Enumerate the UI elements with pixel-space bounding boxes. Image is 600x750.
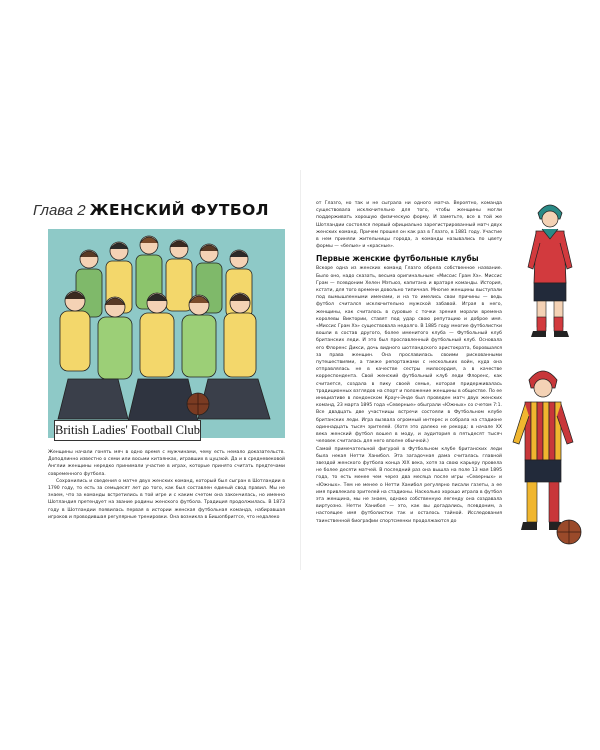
paragraph: Женщины начали гонять мяч в одно время с мужчинами, чему есть немало доказательств. Доподлинно известно о семи или восьми китаянках, игравших в цуцзюй. Да и в средневековой Англии женщины нередко принимали участие в играх, которые принято считать предтечами современного футбола. xyxy=(48,450,285,477)
footballer-figure-striped xyxy=(505,362,585,552)
skirt-shape xyxy=(58,379,128,419)
paragraph: Вскоре одна из женских команд Глазго обрела собственное название. Было оно, надо сказать, весьма оригинальным: «Миссис Грам Хэ». Миссис Грам — псевдоним Хелен Мэтьюз, капитана и вратаря команды. История, кстати, для того времени довольно типичная. Многие женщины выступали под вымышленными именами, и на то имелись свои причины — ведь футбол считался исключительно мужской забавой. Играя в него, женщины, как считалось в суровые с точки зрения морали времена королевы Виктории, ставят под удар свою репутацию и доброе имя. «Миссис Грам Хэ» существовала недолго. В 1885 году многие футболистки вошли в состав другого, более именитого клуба — Футбольный клуб британских леди. И это был прославленный футбольный клуб. Основала его Флоренс Дикси, дочь видного шотландского аристократа, боровшаяся за права женщин. Она прославилась своими рискованными путешествиями, а также репортажами с нескольких войн, куда она отправлялась не в качестве сестры милосердия, а в качестве корреспондента. Свой женский футбольный клуб леди Флоренс, как считается, создала в пику своей семье, которая придерживалась традиционных взглядов на спорт и положение женщины в обществе. По ее инициативе в лондонском Крауч-Энде был проведен матч двух женских команд, 23 марта 1895 года «Северные» обыграли «Южных» со счетом 7:1. Все двадцать две участницы встречи состояли в Футбольном клубе британских леди. Игра вызвала огромный интерес и собрала на стадионе одиннадцать тысяч зрителей. (Хотя это далеко не рекорд: в начале XX века женский футбол вошел в моду, и аудитория в пятьдесят тысяч человек считалась для него вполне обычной.) xyxy=(316,266,503,445)
paragraph: от Глазго, но так и не сыграла ни одного матча. Вероятно, команда существовала исключительно для того, чтобы женщины могли поддерживать хорошую физическую форму. И заметьте, все в той же Шотландии состоялся первый официально зарегистрированный матч двух женских команд. Причем прошел он как раз в Глазго, в 1881 году. Участие в нем приняли жительницы города, а команды назывались по цвету формы — «белые» и «красные». xyxy=(316,201,502,250)
left-page-text xyxy=(48,449,285,521)
chapter-title: ЖЕНСКИЙ ФУТБОЛ xyxy=(89,201,269,219)
team-illustration xyxy=(48,229,285,438)
paragraph: Самой примечательной фигурой в Футбольном клубе британских леди была некая Нетти Ханибол. Эта загадочная дама считалась главной звездой женского футбола конца XIX века, хотя за свою карьеру провела не более десяти матчей. В последний раз она вышла на поле 13 мая 1895 года, то есть менее чем через два месяца после игры «Северных» и «Южных». Тем не менее о Нетти Ханибол регулярно писали газеты, а ее имя привлекало зрителей на стадионы. Насколько хорошо играла в футбол эта женщина, мы не знаем, однако собственную легенду она создавала виртуозно. Нетти Ханибол — это, как вы догадались, псевдоним, а настоящее имя футболистки так и осталось тайной. Исследования таинственной биографии спортсменки продолжаются до xyxy=(316,446,502,524)
footballer-figure-red xyxy=(520,195,580,345)
section-subheading: Первые женские футбольные клубы xyxy=(316,254,479,264)
player-figure xyxy=(166,240,192,311)
page-gutter xyxy=(300,170,301,570)
illustration-banner: British Ladies' Football Club xyxy=(54,420,201,441)
paragraph: Сохранились и сведения о матче двух женских команд, который был сыгран в Шотландии в 1790 году, то есть за семьдесят лет до того, как был составлен единый свод правил. Мы не знаем, что за команды встретились в той игре и с каким счетом она закончилась, но именно Шотландия претендует на звание родины женского футбола. Традиция продолжилась. В 1873 году в Шотландии появилась первая в истории женская футбольная команда, набиравшая игроков и проводившая регулярные тренировки. Она возникла в Бишопбриггсе, что недалеко xyxy=(48,478,285,520)
skirt-shape xyxy=(198,379,270,419)
team-drawing xyxy=(48,229,285,438)
chapter-heading xyxy=(33,201,269,220)
right-page-text xyxy=(316,200,502,525)
chapter-number: Глава 2 xyxy=(33,202,86,219)
